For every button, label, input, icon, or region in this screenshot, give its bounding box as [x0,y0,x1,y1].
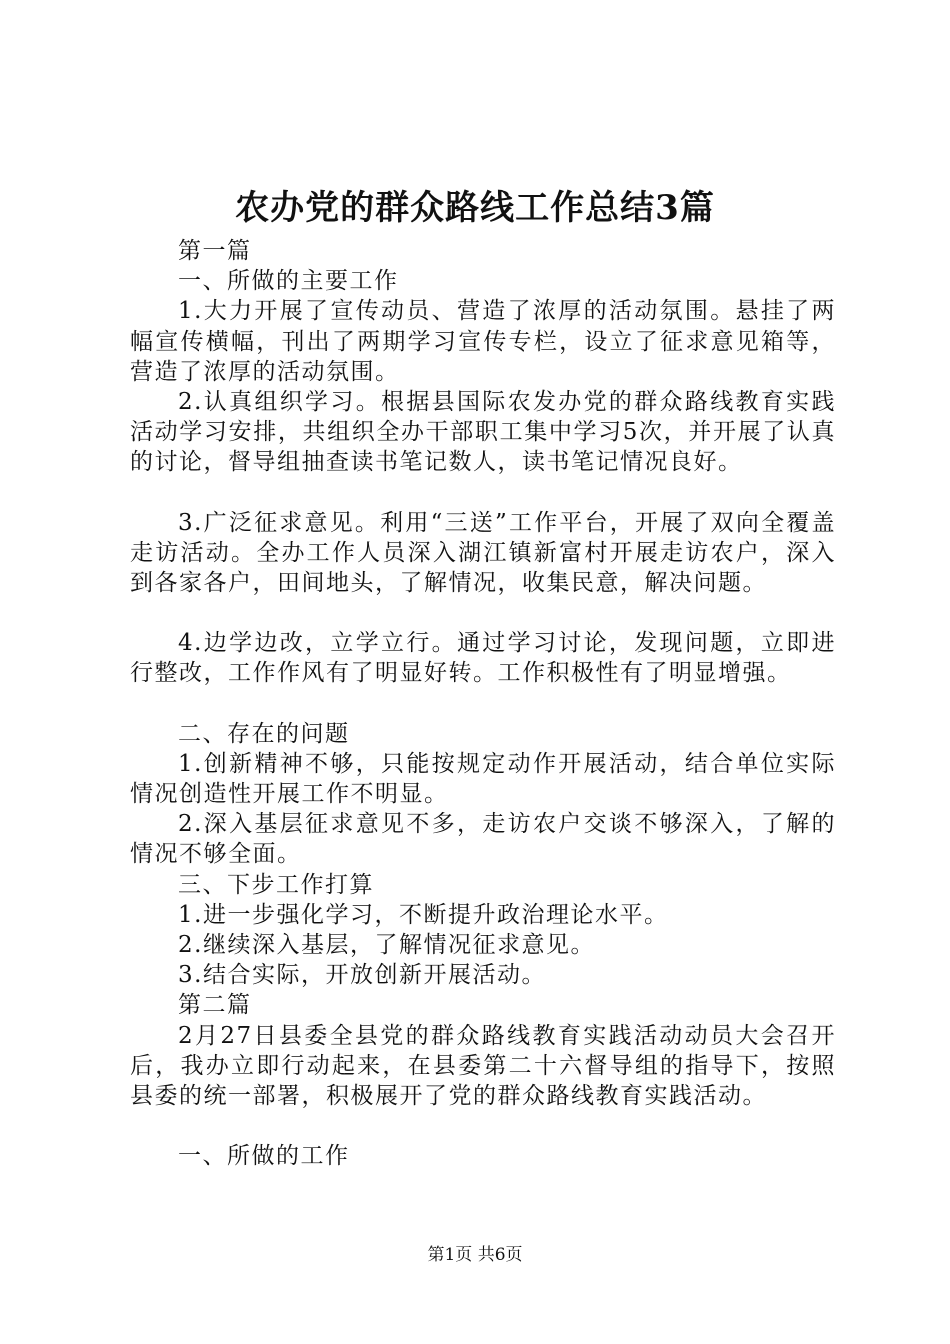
paragraph: 2.认真组织学习。根据县国际农发办党的群众路线教育实践活动学习安排，共组织全办干部职工集中学习5次，并开展了认真的讨论，督导组抽查读书笔记数人，读书笔记情况良好。 [130,389,836,476]
page-footer: 第1页 共6页 [427,1245,523,1265]
paragraph: 3.结合实际，开放创新开展活动。 [178,962,546,989]
subsection-heading: 二、存在的问题 [178,720,350,747]
paragraph: 1.进一步强化学习，不断提升政治理论水平。 [178,901,669,928]
subsection-heading: 三、下步工作打算 [178,871,374,898]
paragraph: 4.边学边改，立学立行。通过学习讨论，发现问题，立即进行整改，工作作风有了明显好转。工作积极性有了明显增强。 [130,630,836,687]
paragraph: 2.深入基层征求意见不多，走访农户交谈不够深入，了解的情况不够全面。 [130,811,836,868]
subsection-heading: 一、所做的主要工作 [178,268,399,295]
paragraph: 1.大力开展了宣传动员、营造了浓厚的活动氛围。悬挂了两幅宣传横幅，刊出了两期学习宣传专栏，设立了征求意见箱等，营造了浓厚的活动氛围。 [130,298,836,385]
paragraph: 2月27日县委全县党的群众路线教育实践活动动员大会召开后，我办立即行动起来，在县委第二十六督导组的指导下，按照县委的统一部署，积极展开了党的群众路线教育实践活动。 [130,1022,836,1110]
section-heading: 第二篇 [178,992,252,1019]
paragraph: 3.广泛征求意见。利用“三送”工作平台，开展了双向全覆盖走访活动。全办工作人员深入湖江镇新富村开展走访农户，深入到各家各户，田间地头，了解情况，收集民意，解决问题。 [130,509,836,597]
section-heading: 第一篇 [178,238,252,264]
paragraph: 1.创新精神不够，只能按规定动作开展活动，结合单位实际情况创造性开展工作不明显。 [130,750,836,808]
subsection-heading: 一、所做的工作 [178,1143,350,1170]
paragraph: 2.继续深入基层，了解情况征求意见。 [178,932,595,959]
document-body [130,236,836,1171]
document-title: 农办党的群众路线工作总结3篇 [235,188,715,228]
